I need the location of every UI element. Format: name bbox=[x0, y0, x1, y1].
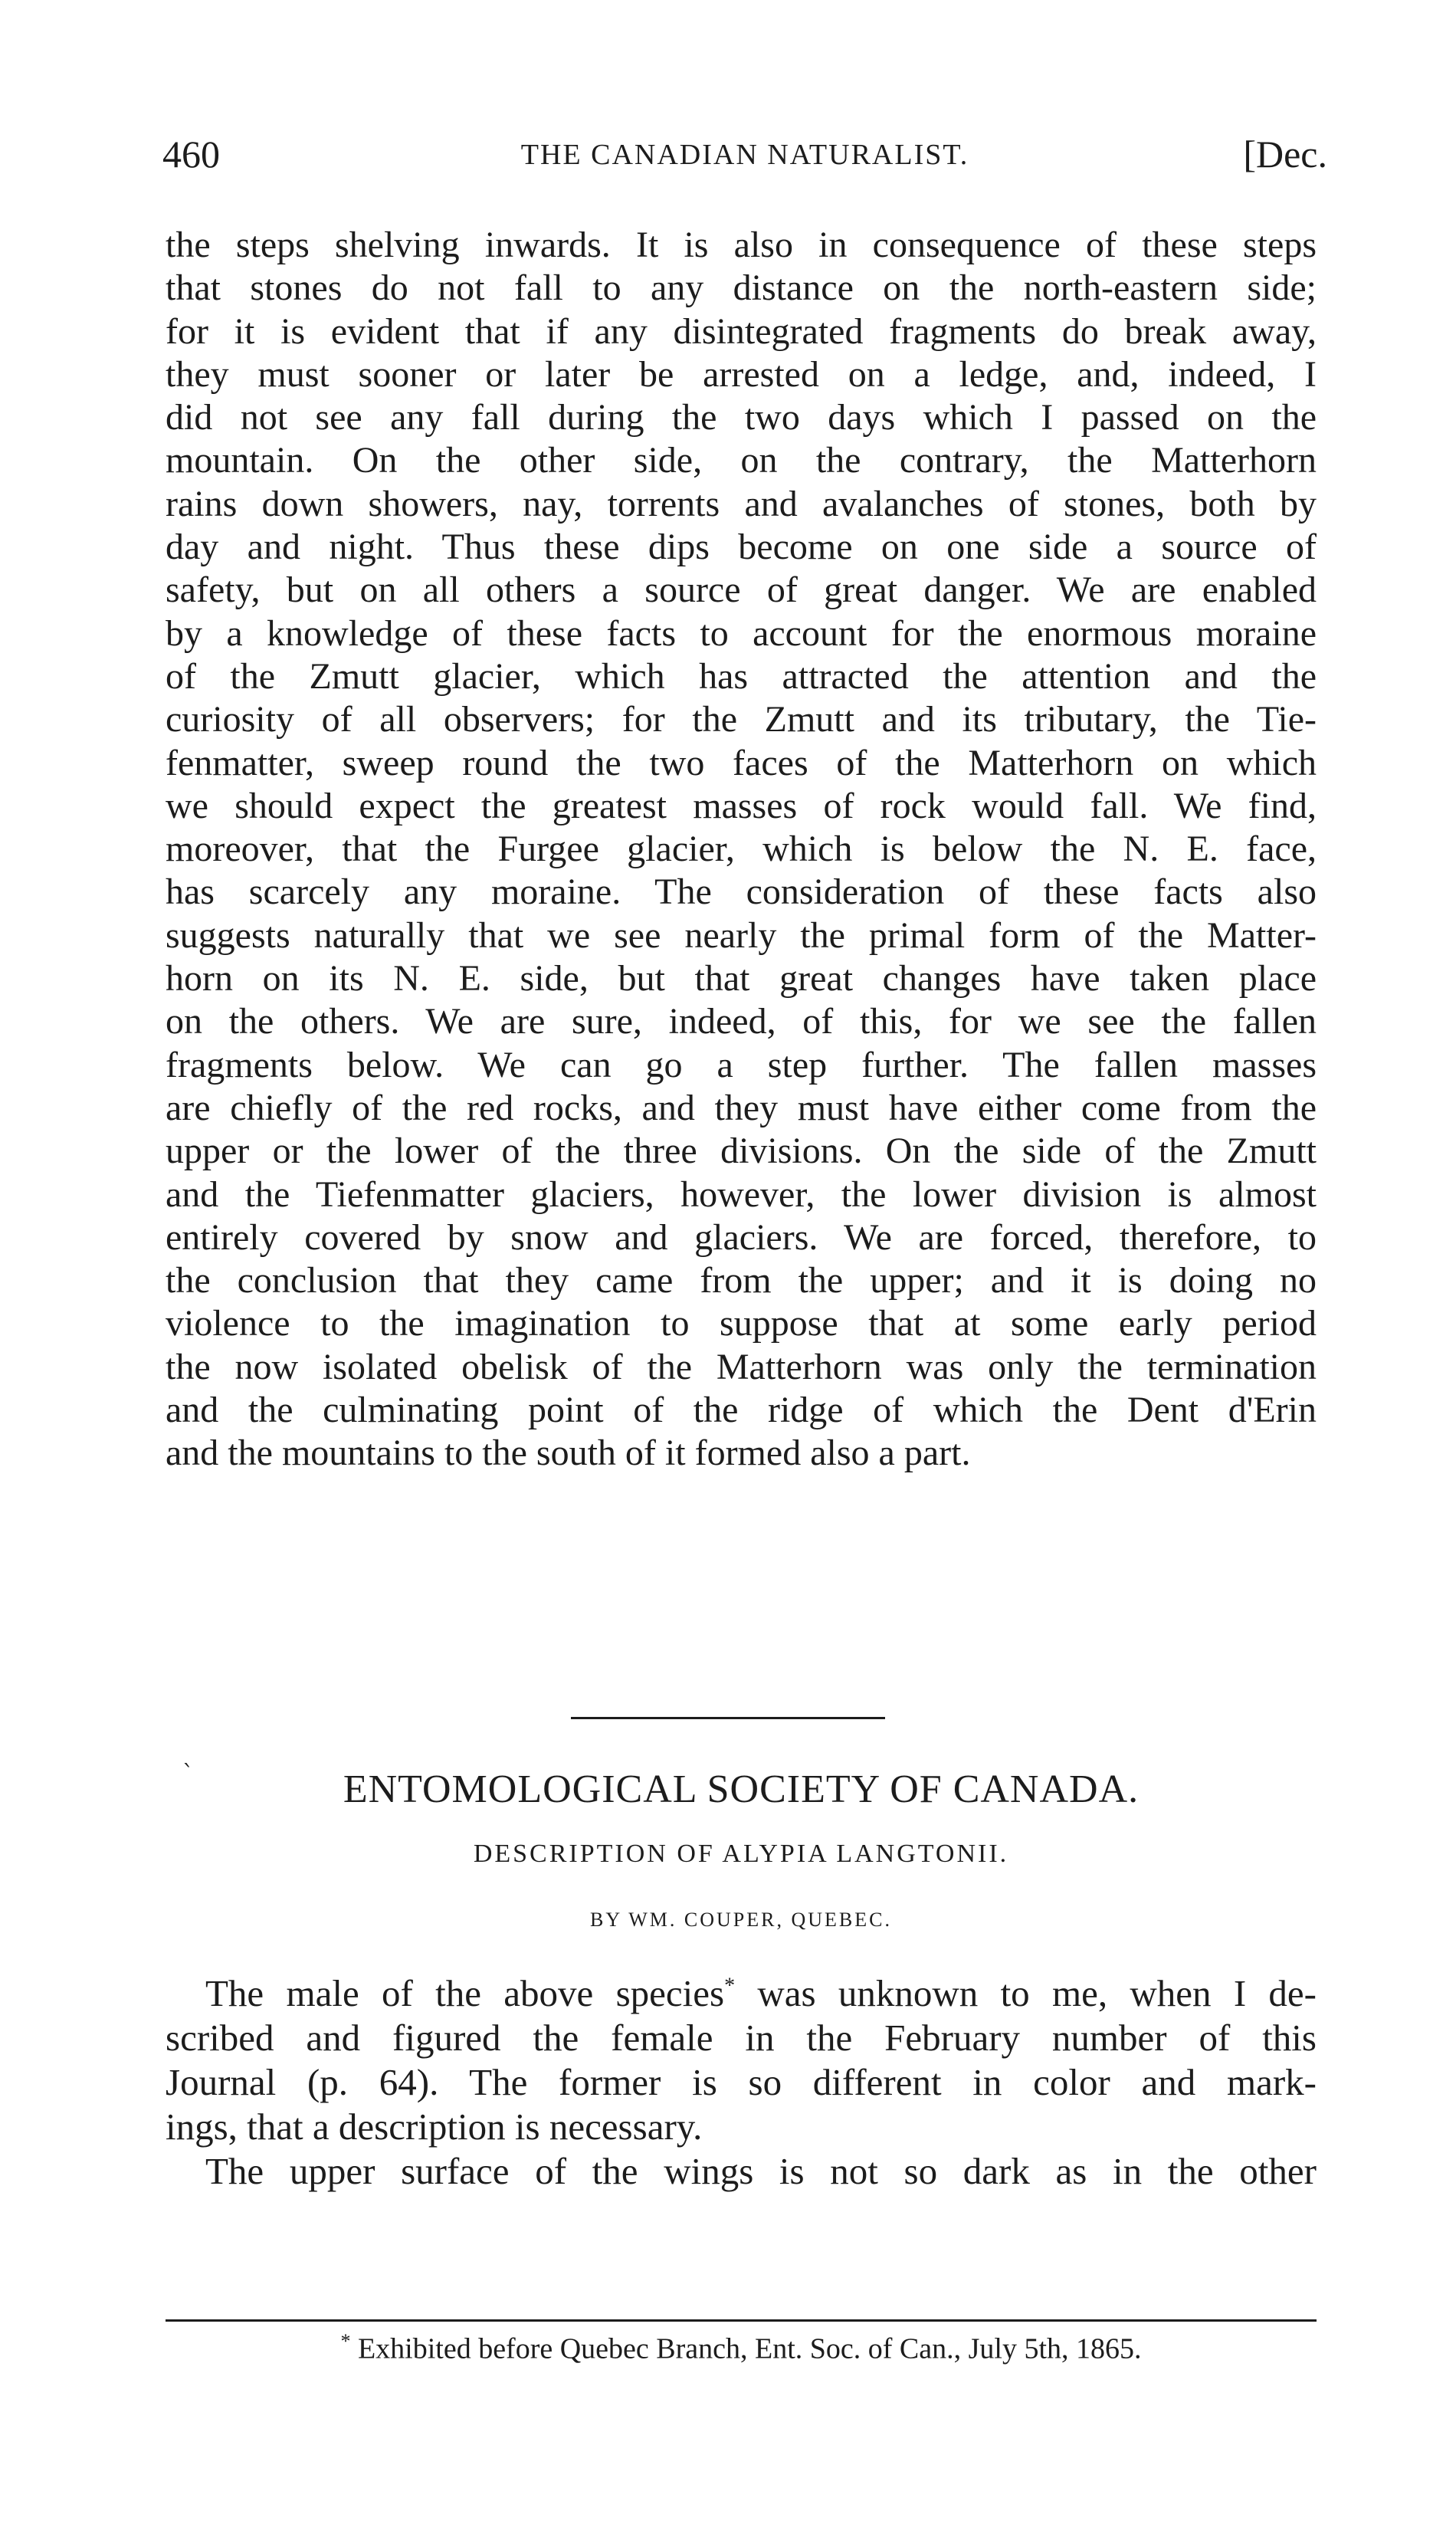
page-number: 460 bbox=[162, 133, 220, 176]
body-line: fenmatter, sweep round the two faces of the Matterhorn on which bbox=[166, 742, 1317, 783]
footnote-reference: * bbox=[724, 1974, 736, 1998]
body-line: suggests naturally that we see nearly the primal form of the Matter- bbox=[166, 914, 1317, 956]
body-line: on the others. We are sure, indeed, of this, for we see the fallen bbox=[166, 1001, 1317, 1042]
body-line: the now isolated obelisk of the Matterhorn was only the termination bbox=[166, 1346, 1317, 1387]
section-divider bbox=[571, 1717, 885, 1719]
body-line: and the culminating point of the ridge of which the Dent d'Erin bbox=[166, 1390, 1317, 1431]
body-line: fragments below. We can go a step further. The fallen masses bbox=[166, 1044, 1317, 1085]
body-line: mountain. On the other side, on the contrary, the Matterhorn bbox=[166, 440, 1317, 481]
body-line: we should expect the greatest masses of rock would fall. We find, bbox=[166, 785, 1317, 826]
body-line: the conclusion that they came from the upper; and it is doing no bbox=[166, 1260, 1317, 1301]
article-line-start: The male of the above species bbox=[205, 1972, 725, 2014]
article-line bbox=[166, 1971, 1317, 2016]
footnote-text: Exhibited before Quebec Branch, Ent. Soc. of Can., July 5th, 1865. bbox=[350, 2332, 1142, 2365]
footnote-divider bbox=[166, 2319, 1317, 2322]
article-line: ings, that a description is necessary. bbox=[166, 2106, 703, 2148]
body-line: are chiefly of the red rocks, and they must have either come from the bbox=[166, 1087, 1317, 1128]
body-line: by a knowledge of these facts to account for the enormous moraine bbox=[166, 612, 1317, 654]
body-line: has scarcely any moraine. The consideration of these facts also bbox=[166, 871, 1317, 913]
article-line-end: was unknown to me, when I de- bbox=[735, 1972, 1317, 2014]
footnote-marker: * bbox=[340, 2330, 351, 2352]
body-line: violence to the imagination to suppose that at some early period bbox=[166, 1303, 1317, 1344]
body-line: did not see any fall during the two days which I passed on the bbox=[166, 397, 1317, 438]
body-line: for it is evident that if any disintegrated fragments do break away, bbox=[166, 310, 1317, 352]
body-line: entirely covered by snow and glaciers. We are forced, therefore, to bbox=[166, 1216, 1317, 1258]
footnote bbox=[166, 2330, 1317, 2366]
body-line: upper or the lower of the three divisions. On the side of the Zmutt bbox=[166, 1131, 1317, 1172]
journal-title: THE CANADIAN NATURALIST. bbox=[520, 139, 969, 171]
byline: BY WM. COUPER, QUEBEC. bbox=[590, 1909, 892, 1931]
article-line: Journal (p. 64). The former is so different in color and mark- bbox=[166, 2061, 1317, 2103]
body-line: the steps shelving inwards. It is also in consequence of these steps bbox=[166, 225, 1317, 265]
issue-month: [Dec. bbox=[1243, 133, 1327, 176]
body-line: rains down showers, nay, torrents and avalanches of stones, both by bbox=[166, 483, 1317, 524]
article-body bbox=[166, 1971, 1317, 2194]
body-line: and the mountains to the south of it formed also a part. bbox=[166, 1433, 971, 1474]
article-line: scribed and figured the female in the February number of this bbox=[166, 2017, 1317, 2059]
article-title: DESCRIPTION OF ALYPIA LANGTONII. bbox=[473, 1840, 1009, 1868]
running-head bbox=[162, 132, 1327, 193]
body-line: safety, but on all others a source of great danger. We are enabled bbox=[166, 569, 1317, 611]
stray-mark: ` bbox=[182, 1761, 194, 1787]
body-line: curiosity of all observers; for the Zmutt and its tributary, the Tie- bbox=[166, 699, 1317, 740]
body-line: they must sooner or later be arrested on a ledge, and, indeed, I bbox=[166, 353, 1317, 395]
body-line: that stones do not fall to any distance on the north-eastern side; bbox=[166, 268, 1317, 309]
society-heading: ENTOMOLOGICAL SOCIETY OF CANADA. bbox=[343, 1767, 1140, 1811]
article-line: The upper surface of the wings is not so dark as in the other bbox=[205, 2150, 1317, 2192]
body-line: horn on its N. E. side, but that great changes have taken place bbox=[166, 958, 1317, 999]
body-paragraph bbox=[166, 224, 1317, 1475]
body-line: of the Zmutt glacier, which has attracted the attention and the bbox=[166, 655, 1317, 697]
body-line: moreover, that the Furgee glacier, which is below the N. E. face, bbox=[166, 829, 1317, 870]
body-line: day and night. Thus these dips become on one side a source of bbox=[166, 527, 1317, 568]
body-line: and the Tiefenmatter glaciers, however, the lower division is almost bbox=[166, 1173, 1317, 1215]
